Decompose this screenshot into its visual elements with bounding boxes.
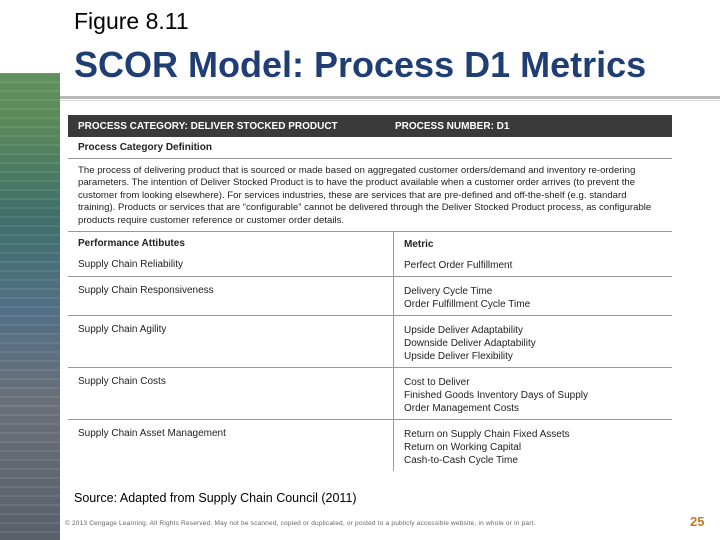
metric-cell [394, 251, 672, 276]
figure-label: Figure 8.11 [74, 8, 189, 34]
definition-text: The process of delivering product that is sourced or made based on aggregated customer orders/demand and inventory re-ordering parameters. The intention of Deliver Stocked Product is to have the product available when a customer order arrives (to prevent the customer from looking elsewhere). For services industries, these are services that are pre-defined and off-the-shelf (e.g. standard training). Products or services that are “configurable” cannot be delivered through the Deliver Stocked Product process, as configurable products require customer reference or customer order details. [68, 159, 672, 232]
metric-item: Downside Deliver Adaptability [404, 338, 536, 350]
source-note: Source: Adapted from Supply Chain Council (2011) [74, 491, 357, 505]
process-number: PROCESS NUMBER: D1 [395, 120, 510, 132]
metric-item: Cash-to-Cash Cycle Time [404, 455, 518, 467]
metric-cell [394, 277, 672, 315]
metric-cell [394, 316, 672, 367]
attribute-cell: Supply Chain Agility [68, 316, 394, 367]
attribute-cell: Supply Chain Costs [68, 368, 394, 419]
metric-cell [394, 420, 672, 471]
table-row [68, 316, 672, 368]
metrics-table [68, 115, 672, 485]
table-row [68, 277, 672, 316]
attribute-column-header: Performance Attibutes [68, 232, 394, 251]
metric-item: Return on Supply Chain Fixed Assets [404, 429, 570, 441]
definition-title: Process Category Definition [68, 137, 672, 159]
column-header-row [68, 232, 672, 251]
metric-item: Order Fulfillment Cycle Time [404, 299, 531, 311]
attribute-cell: Supply Chain Responsiveness [68, 277, 394, 315]
shipping-containers-photo [0, 0, 60, 540]
copyright-notice: © 2013 Cengage Learning. All Rights Reserved. May not be scanned, copied or duplicated, or posted to a publicly accessible website, in whole or in part. [65, 520, 536, 527]
metric-item: Upside Deliver Flexibility [404, 351, 513, 363]
title-divider [60, 96, 720, 99]
table-row [68, 368, 672, 420]
metric-item: Finished Goods Inventory Days of Supply [404, 390, 588, 402]
metric-item: Order Management Costs [404, 403, 520, 415]
metric-item: Perfect Order Fulfillment [404, 260, 513, 272]
table-row [68, 420, 672, 471]
metric-item: Cost to Deliver [404, 377, 470, 389]
page-number: 25 [690, 514, 705, 529]
metric-cell [394, 368, 672, 419]
metric-item: Delivery Cycle Time [404, 286, 493, 298]
table-row [68, 251, 672, 277]
metric-item: Return on Working Capital [404, 442, 522, 454]
attribute-cell: Supply Chain Asset Management [68, 420, 394, 471]
metric-column-header: Metric [404, 239, 434, 251]
attribute-cell: Supply Chain Reliability [68, 251, 394, 276]
metric-item: Upside Deliver Adaptability [404, 325, 523, 337]
table-header-bar [68, 115, 672, 137]
slide-title: SCOR Model: Process D1 Metrics [74, 44, 647, 85]
process-category: PROCESS CATEGORY: DELIVER STOCKED PRODUCT [78, 120, 338, 132]
